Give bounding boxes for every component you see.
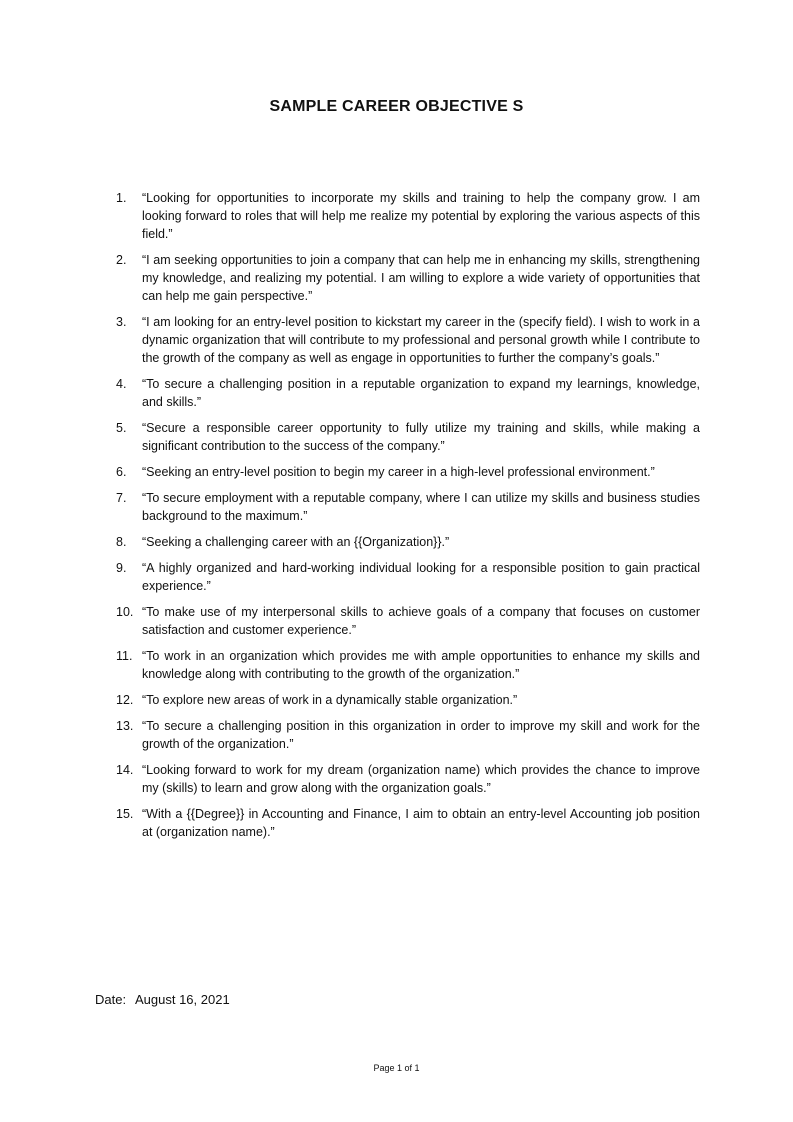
- objective-item: [116, 603, 700, 639]
- objective-number: 13.: [116, 719, 134, 733]
- date-label: Date:: [95, 992, 127, 1007]
- objective-number: 5.: [116, 421, 127, 435]
- objective-text: “To make use of my interpersonal skills to achieve goals of a company that focuses on customer satisfaction and customer experience.”: [142, 605, 700, 637]
- objective-text: “To secure a challenging position in a reputable organization to expand my learnings, knowledge, and skills.”: [142, 377, 700, 409]
- objective-item: [116, 805, 700, 841]
- date-line: [95, 992, 230, 1007]
- objective-text: “I am seeking opportunities to join a company that can help me in enhancing my skills, strengthening my knowledge, and realizing my potential. I am willing to explore a wide variety of opportunities that can help me gain perspective.”: [142, 253, 700, 303]
- objective-text: “Seeking an entry-level position to begin my career in a high-level professional environment.”: [142, 465, 655, 479]
- objective-text: “I am looking for an entry-level position to kickstart my career in the (specify field). I wish to work in a dynamic organization that will contribute to my professional and personal growth while I contribute to the growth of the company as well as engage in opportunities to further the company’s goals.”: [142, 315, 700, 365]
- objective-number: 3.: [116, 315, 127, 329]
- objective-number: 8.: [116, 535, 127, 549]
- objective-item: [116, 375, 700, 411]
- objective-number: 14.: [116, 763, 134, 777]
- objective-number: 1.: [116, 191, 127, 205]
- objective-text: “A highly organized and hard-working individual looking for a responsible position to gain practical experience.”: [142, 561, 700, 593]
- date-value: August 16, 2021: [134, 992, 230, 1007]
- objective-number: 9.: [116, 561, 127, 575]
- objective-text: “Looking forward to work for my dream (organization name) which provides the chance to improve my (skills) to learn and grow along with the organization goals.”: [142, 763, 700, 795]
- objective-text: “Looking for opportunities to incorporate my skills and training to help the company grow. I am looking forward to roles that will help me realize my potential by exploring the various aspects of this field.”: [142, 191, 700, 241]
- objective-item: [116, 189, 700, 243]
- objective-text: “To secure employment with a reputable company, where I can utilize my skills and business studies background to the maximum.”: [142, 491, 700, 523]
- page-title: SAMPLE CAREER OBJECTIVE S: [269, 98, 524, 115]
- objective-number: 12.: [116, 693, 134, 707]
- objective-item: [116, 647, 700, 683]
- objective-number: 2.: [116, 253, 127, 267]
- objective-number: 7.: [116, 491, 127, 505]
- objective-item: [116, 533, 700, 551]
- objective-item: [116, 559, 700, 595]
- objective-item: [116, 463, 700, 481]
- objective-text: “Seeking a challenging career with an {{Organization}}.”: [142, 535, 450, 549]
- objective-number: 6.: [116, 465, 127, 479]
- objective-item: [116, 489, 700, 525]
- objective-number: 11.: [116, 649, 133, 663]
- objective-item: [116, 717, 700, 753]
- objective-item: [116, 313, 700, 367]
- objective-item: [116, 761, 700, 797]
- objective-text: “To work in an organization which provides me with ample opportunities to enhance my skills and knowledge along with contributing to the growth of the organization.”: [142, 649, 700, 681]
- objective-text: “To secure a challenging position in this organization in order to improve my skill and work for the growth of the organization.”: [142, 719, 700, 751]
- objective-item: [116, 251, 700, 305]
- objective-text: “Secure a responsible career opportunity to fully utilize my training and skills, while making a significant contribution to the success of the company.”: [142, 421, 700, 453]
- objective-item: [116, 691, 700, 709]
- page-number-footer: Page 1 of 1: [373, 1063, 420, 1073]
- objectives-list: [116, 189, 700, 849]
- objective-text: “To explore new areas of work in a dynamically stable organization.”: [142, 693, 518, 707]
- objective-number: 4.: [116, 377, 127, 391]
- objective-number: 15.: [116, 807, 134, 821]
- objective-number: 10.: [116, 605, 134, 619]
- objective-text: “With a {{Degree}} in Accounting and Finance, I aim to obtain an entry-level Accounting job position at (organization name).”: [142, 807, 700, 839]
- objective-item: [116, 419, 700, 455]
